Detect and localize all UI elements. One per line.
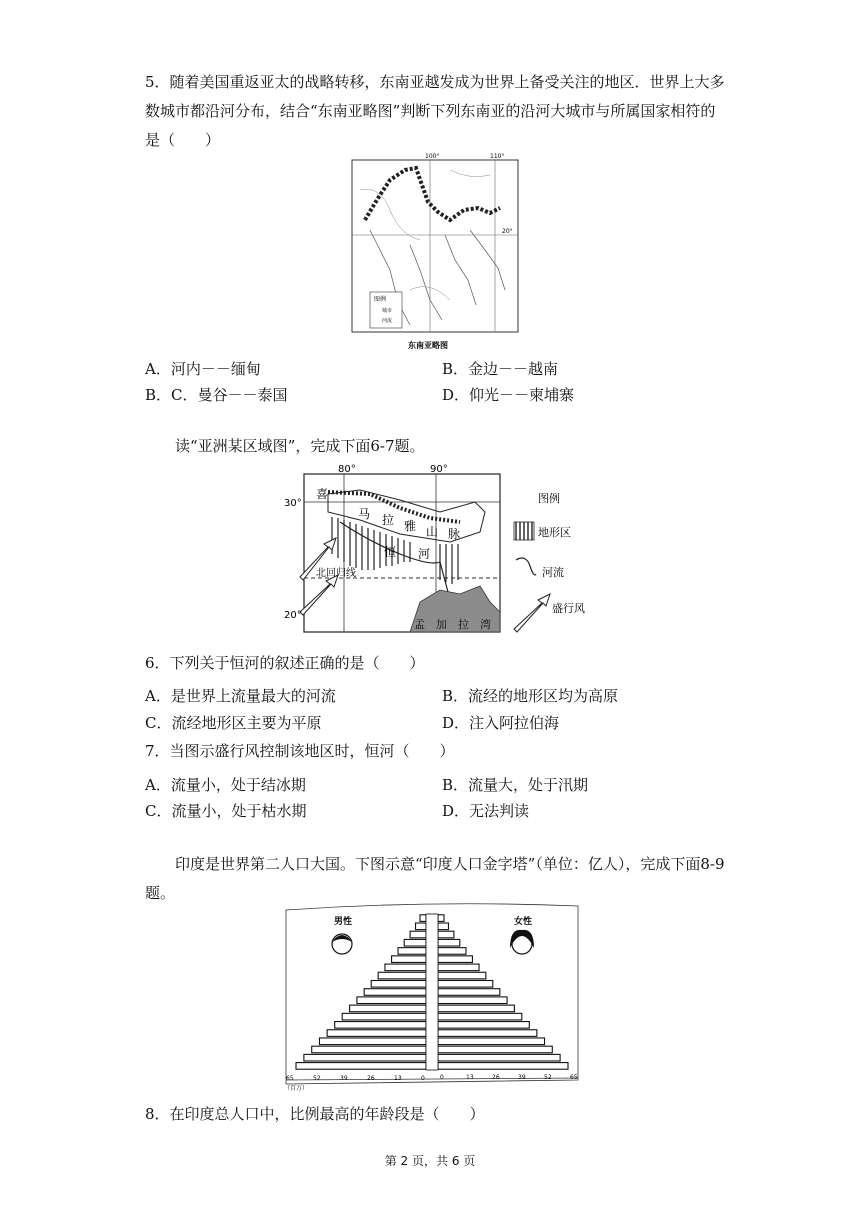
map1-legend-city: 城市 — [382, 308, 393, 314]
himalaya-char-1: 喜 — [316, 487, 329, 501]
pyramid-bar-right — [438, 1054, 560, 1061]
pyramid-bar-right — [438, 1046, 552, 1053]
pyramid-axis-left-label: 65 — [286, 1075, 294, 1082]
pyramid-axis-left-label: 13 — [394, 1075, 402, 1082]
pyramid-axis-right-label: 13 — [466, 1074, 474, 1081]
map1-legend-title: 图例 — [374, 296, 387, 303]
pyramid-bar-right — [438, 1038, 545, 1045]
question-6-stem: 6．下列关于恒河的叙述正确的是（ ） — [145, 654, 425, 672]
pyramid-bar-left — [304, 1054, 426, 1061]
population-pyramid-chart — [282, 902, 582, 1092]
pyramid-bar-left — [398, 948, 426, 955]
map2-legend-river: 河流 — [542, 566, 564, 579]
pyramid-bar-right — [438, 1030, 537, 1037]
pyramid-bar-left — [385, 964, 426, 971]
pyramid-bar-right — [438, 997, 507, 1004]
pyramid-bar-left — [312, 1046, 426, 1053]
population-pyramid — [282, 902, 582, 1092]
pyramid-bar-right — [438, 948, 466, 955]
himalaya-char-3: 拉 — [382, 513, 395, 527]
page-footer: 第 2 页，共 6 页 — [384, 1154, 476, 1168]
pyramid-axis-right-label: 65 — [570, 1074, 578, 1081]
pyramid-bar-right — [438, 972, 486, 979]
pyramid-bar-left — [420, 915, 426, 922]
ganges-char-1: 恒 — [384, 545, 397, 559]
q7-option-b[interactable]: B．流量大，处于汛期 — [442, 776, 589, 794]
ganges-char-2: 河 — [418, 547, 431, 561]
pyramid-axis-left-label: 52 — [313, 1075, 321, 1082]
southeast-asia-map — [350, 150, 522, 360]
pyramid-bar-left — [378, 972, 426, 979]
pyramid-bar-left — [342, 1013, 426, 1020]
map1-lon-label-1: 100° — [425, 153, 440, 160]
asia-region-map — [280, 462, 585, 637]
pyramid-bar-left — [319, 1038, 426, 1045]
pyramid-bar-right — [438, 923, 448, 930]
himalaya-char-2: 马 — [358, 507, 371, 521]
pyramid-age-column — [426, 914, 438, 1070]
q5-option-d[interactable]: D．仰光－－柬埔寨 — [442, 386, 575, 404]
pyramid-bar-right — [438, 1013, 522, 1020]
female-face-icon — [510, 930, 534, 954]
pyramid-axis-left-label: 26 — [367, 1075, 375, 1082]
map2-legend-title: 图例 — [538, 492, 560, 505]
pyramid-axis-right-label: 52 — [544, 1074, 552, 1081]
q5-option-c[interactable]: B．C．曼谷－－泰国 — [145, 386, 288, 404]
pyramid-bar-right — [438, 989, 500, 996]
map2-legend-terrain: 地形区 — [538, 526, 571, 539]
pyramid-bar-right — [438, 1063, 568, 1070]
pyramid-bar-left — [296, 1063, 426, 1070]
map2-lat30: 30° — [284, 498, 302, 509]
q7-option-c[interactable]: C．流量小，处于枯水期 — [145, 802, 307, 820]
q6-option-a[interactable]: A．是世界上流量最大的河流 — [145, 687, 336, 705]
pyramid-bar-left — [410, 931, 426, 938]
q5-option-b[interactable]: B．金边－－越南 — [442, 360, 559, 378]
himalaya-char-4: 雅 — [404, 519, 417, 533]
map2-lat20: 20° — [284, 610, 302, 621]
pyramid-axis-right-label: 39 — [518, 1074, 526, 1081]
q7-option-a[interactable]: A．流量小，处于结冰期 — [145, 776, 306, 794]
pyramid-bar-left — [327, 1030, 426, 1037]
female-label: 女性 — [514, 917, 533, 927]
map1-lat-label: 20° — [502, 228, 513, 235]
pyramid-bar-right — [438, 956, 472, 963]
q6-option-d[interactable]: D．注入阿拉伯海 — [442, 714, 560, 732]
intro-8-9: 印度是世界第二人口大国。下图示意“印度人口金字塔”（单位：亿人），完成下面8-9题。 — [145, 855, 725, 902]
question-7-stem: 7．当图示盛行风控制该地区时，恒河（ ） — [145, 742, 455, 760]
q7-option-d[interactable]: D．无法判读 — [442, 802, 530, 820]
pyramid-bar-right — [438, 931, 454, 938]
question-5-stem: 5．随着美国重返亚太的战略转移，东南亚越发成为世界上备受关注的地区．世界上大多数城市都沿河分布，结合“东南亚略图”判断下列东南亚的沿河大城市与所属国家相符的是（ ） — [145, 73, 725, 149]
pyramid-bar-right — [438, 1022, 529, 1029]
pyramid-bar-left — [416, 923, 426, 930]
pyramid-bar-right — [438, 939, 460, 946]
question-8-stem: 8．在印度总人口中，比例最高的年龄段是（ ） — [145, 1105, 485, 1123]
pyramid-bar-right — [438, 1005, 514, 1012]
q6-option-b[interactable]: B．流经的地形区均为高原 — [442, 687, 619, 705]
asia-region-map-drawing — [280, 462, 585, 637]
pyramid-axis-right-label: 26 — [492, 1074, 500, 1081]
male-face-icon — [332, 934, 352, 954]
tropic-label: 北回归线 — [316, 568, 356, 579]
bay-label: 孟 加 拉 湾 — [414, 618, 491, 631]
pyramid-axis-left-label: 0 — [421, 1075, 425, 1082]
map2-lon90: 90° — [430, 464, 448, 475]
pyramid-bar-left — [371, 980, 426, 987]
southeast-asia-map-drawing — [350, 150, 522, 360]
himalaya-char-6: 脉 — [448, 527, 461, 541]
pyramid-unit: （百万） — [284, 1085, 309, 1092]
pyramid-bar-left — [392, 956, 426, 963]
map2-lon80: 80° — [338, 464, 356, 475]
pyramid-bar-right — [438, 915, 444, 922]
pyramid-bar-left — [364, 989, 426, 996]
map1-caption: 东南亚略图 — [408, 341, 448, 350]
map1-lon-label-2: 110° — [490, 153, 505, 160]
pyramid-bar-right — [438, 964, 479, 971]
pyramid-bar-left — [335, 1022, 426, 1029]
himalaya-char-5: 山 — [426, 525, 439, 539]
pyramid-bar-left — [350, 1005, 426, 1012]
pyramid-bar-left — [404, 939, 426, 946]
map2-legend-wind: 盛行风 — [552, 602, 585, 615]
map1-legend-river: 河流 — [382, 318, 393, 324]
q5-option-a[interactable]: A．河内－－缅甸 — [145, 360, 261, 378]
male-label: 男性 — [334, 917, 353, 927]
pyramid-bar-left — [357, 997, 426, 1004]
pyramid-bar-right — [438, 980, 493, 987]
q6-option-c[interactable]: C．流经地形区主要为平原 — [145, 714, 322, 732]
pyramid-axis-right-label: 0 — [440, 1074, 444, 1081]
intro-6-7: 读“亚洲某区域图”，完成下面6-7题。 — [175, 437, 425, 455]
pyramid-axis-left-label: 39 — [340, 1075, 348, 1082]
